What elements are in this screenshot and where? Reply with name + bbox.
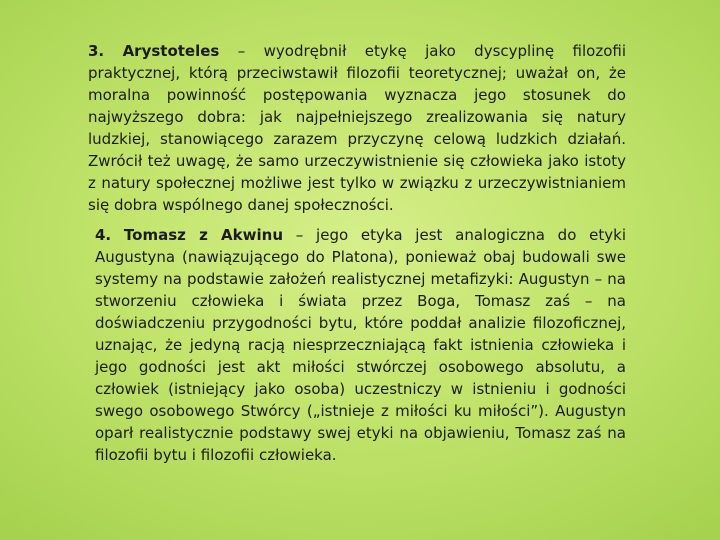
paragraph-aquinas [88, 224, 626, 466]
philosopher-name: Arystoteles [122, 42, 220, 60]
paragraph-number: 3. [88, 42, 105, 60]
paragraph-body: – wyodrębnił etykę jako dyscyplinę filozofii praktycznej, którą przeciwstawił filozofii teoretycznej; uważał on, że moralna powinność postępowania wyznacza jego stosunek do najwyższego dobra: jak najpełniejszego zrealizowania się natury ludzkiej, stanowiącego zarazem przyczynę celową ludzkich działań. Zwrócił też uwagę, że samo urzeczywistnienie się człowieka jako istoty z natury społecznej możliwe jest tylko w związku z urzeczywistnianiem się dobra wspólnego danej społeczności. [88, 42, 626, 214]
philosopher-name: Tomasz z Akwinu [123, 226, 284, 244]
paragraph-aristotle [88, 40, 626, 216]
slide-text [88, 40, 626, 466]
paragraph-number: 4. [95, 226, 112, 244]
paragraph-body: – jego etyka jest analogiczna do etyki Augustyna (nawiązującego do Platona), ponieważ obaj budowali swe systemy na podstawie założeń realistycznej metafizyki: Augustyn – na stworzeniu człowieka i świata przez Boga, Tomasz zaś – na doświadczeniu przygodności bytu, które poddał analizie filozoficznej, uznając, że jedyną racją niesprzeczniającą fakt istnienia człowieka i jego godności jest akt miłości stwórczej osobowego absolutu, a człowiek (istniejący jako osoba) uczestniczy w istnieniu i godności swego osobowego Stwórcy („istnieje z miłości ku miłości”). Augustyn oparł realistycznie podstawy swej etyki na objawieniu, Tomasz zaś na filozofii bytu i filozofii człowieka. [95, 226, 626, 464]
